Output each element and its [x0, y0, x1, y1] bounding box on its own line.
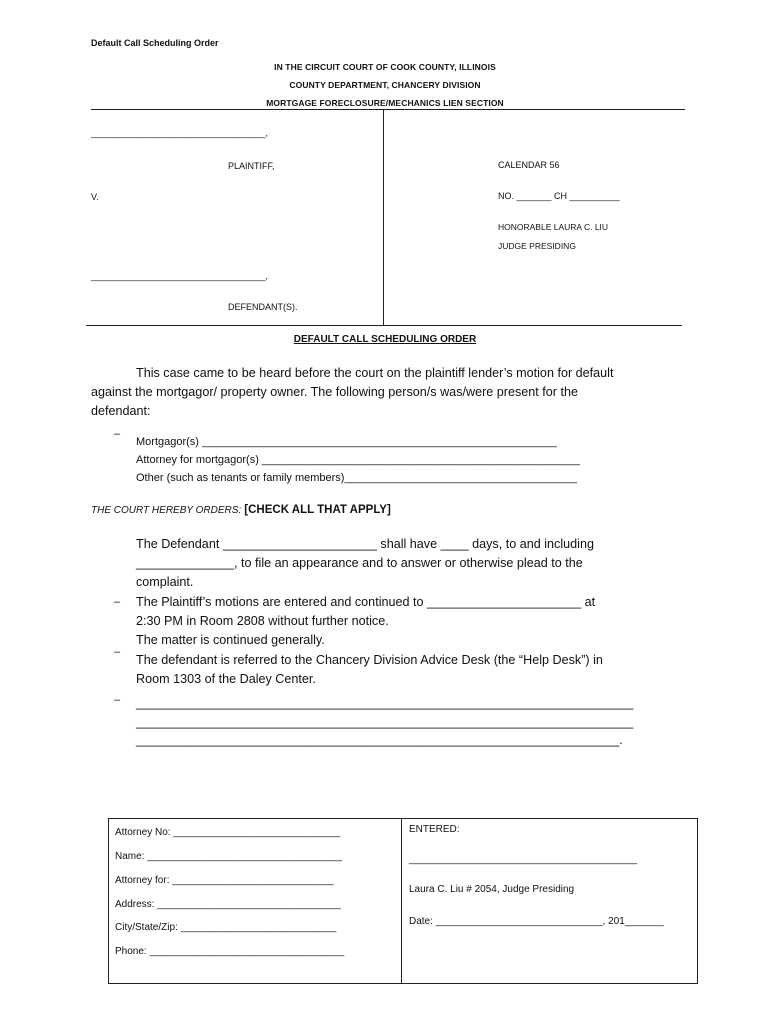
- order-item3-line1: The matter is continued generally.: [136, 633, 325, 647]
- attorney-phone-field: Phone: ___________________________________: [115, 946, 345, 957]
- order-item1-line1: The Defendant ______________________ shall have ____ days, to and including: [136, 537, 594, 551]
- caption-top-rule: [91, 109, 685, 110]
- order-item1-line2: ______________, to file an appearance and to answer or otherwise plead to the: [136, 556, 583, 570]
- caption-bottom-rule: [86, 325, 682, 326]
- present-checkbox-dash[interactable]: –: [114, 428, 121, 440]
- attorney-number-field: Attorney No: ______________________________: [115, 827, 341, 838]
- order-item1-line3: complaint.: [136, 575, 194, 589]
- defendant-label: DEFENDANT(S).: [228, 302, 298, 312]
- order-title: DEFAULT CALL SCHEDULING ORDER: [293, 334, 477, 345]
- caption-divider: [383, 109, 384, 325]
- orders-heading-italic: THE COURT HEREBY ORDERS:: [91, 505, 242, 516]
- mortgagor-field: Mortgagor(s) __________________________________________________________: [136, 436, 557, 448]
- document-label: Default Call Scheduling Order: [91, 38, 219, 48]
- intro-line3: defendant:: [91, 404, 151, 418]
- calendar-label: CALENDAR 56: [498, 160, 560, 170]
- attorney-name-field: Name: ___________________________________: [115, 851, 342, 862]
- order-blank-line1: _______________________________________________________________________: [136, 696, 634, 710]
- order-item2-line2: 2:30 PM in Room 2808 without further notice.: [136, 614, 389, 628]
- entered-judge-name: Laura C. Liu # 2054, Judge Presiding: [409, 884, 575, 895]
- intro-line2: against the mortgagor/ property owner. The following person/s was/were present for the: [91, 385, 578, 399]
- versus-label: V.: [91, 192, 99, 202]
- attorney-for-field: Attorney for: _____________________________: [115, 875, 334, 886]
- order-item4-line1: The defendant is referred to the Chancery Division Advice Desk (the “Help Desk”) in: [136, 653, 603, 667]
- signature-box-divider: [401, 819, 402, 983]
- attorney-for-mortgagor-field: Attorney for mortgagor(s) ____________________________________________________: [136, 454, 581, 466]
- order-item2-line1: The Plaintiff’s motions are entered and continued to ______________________ at: [136, 595, 596, 609]
- attorney-address-field: Address: _________________________________: [115, 899, 341, 910]
- entered-label: ENTERED:: [409, 824, 460, 835]
- defendant-name-blank: _________________________________,: [91, 271, 268, 282]
- order-item5-checkbox-dash[interactable]: –: [114, 694, 121, 706]
- court-heading-line3: MORTGAGE FORECLOSURE/MECHANICS LIEN SECTION: [266, 98, 504, 108]
- entered-date-field: Date: ______________________________, 201_______: [409, 916, 664, 927]
- judge-name: HONORABLE LAURA C. LIU: [498, 222, 609, 232]
- order-blank-line2: _______________________________________________________________________: [136, 715, 634, 729]
- plaintiff-name-blank: _________________________________,: [91, 128, 268, 139]
- order-item4-line2: Room 1303 of the Daley Center.: [136, 672, 316, 686]
- order-item2-checkbox-dash[interactable]: –: [114, 596, 121, 608]
- order-blank-line3: _____________________________________________________________________.: [136, 733, 623, 747]
- judge-signature-line: _________________________________________: [409, 854, 638, 865]
- other-present-field: Other (such as tenants or family members)______________________________________: [136, 472, 577, 484]
- orders-heading-bold: [CHECK ALL THAT APPLY]: [244, 504, 391, 516]
- intro-line1: This case came to be heard before the court on the plaintiff lender’s motion for default: [136, 366, 614, 380]
- court-heading-line2: COUNTY DEPARTMENT, CHANCERY DIVISION: [289, 80, 481, 90]
- orders-heading: [91, 504, 391, 516]
- order-item4-checkbox-dash[interactable]: –: [114, 646, 121, 658]
- plaintiff-label: PLAINTIFF,: [228, 161, 275, 171]
- attorney-city-field: City/State/Zip: ____________________________: [115, 922, 337, 933]
- case-number-field: NO. _______ CH __________: [498, 191, 620, 201]
- court-heading-line1: IN THE CIRCUIT COURT OF COOK COUNTY, ILLINOIS: [274, 62, 496, 72]
- judge-presiding-label: JUDGE PRESIDING: [498, 241, 576, 251]
